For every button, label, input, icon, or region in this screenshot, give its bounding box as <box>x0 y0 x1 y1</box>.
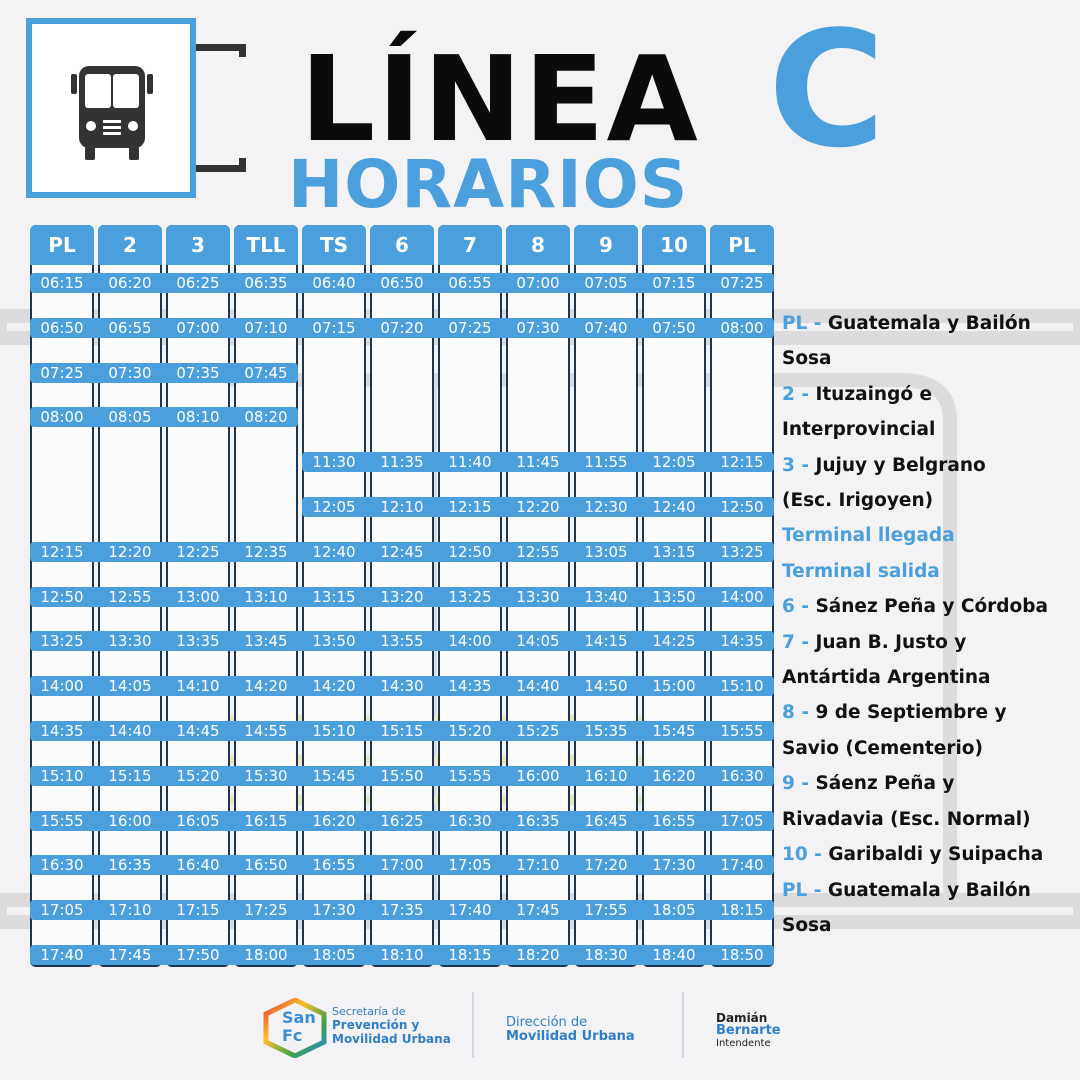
time-cell: 11:40 <box>448 453 492 472</box>
time-cell: 08:00 <box>40 408 84 427</box>
legend-text-continued: (Esc. Irigoyen) <box>782 490 934 512</box>
time-cell: 08:10 <box>176 408 220 427</box>
legend-text: Guatemala y Bailón <box>821 879 1031 901</box>
time-cell: 17:35 <box>380 901 424 920</box>
time-cell: 13:50 <box>312 632 356 651</box>
footer <box>0 990 1080 1080</box>
time-cell: 15:45 <box>652 722 696 740</box>
time-cell: 11:35 <box>380 453 424 472</box>
time-cell: 12:25 <box>176 542 220 561</box>
time-cell: 06:40 <box>312 274 356 292</box>
time-cell: 18:00 <box>244 946 288 964</box>
legend-text-continued: Rivadavia (Esc. Normal) <box>782 808 1031 830</box>
time-cell: 12:15 <box>40 542 84 561</box>
time-cell: 13:45 <box>244 632 288 651</box>
time-cell: 14:35 <box>40 722 84 740</box>
time-cell: 13:15 <box>652 542 696 561</box>
time-cell: 18:20 <box>516 946 560 964</box>
time-cell: 16:55 <box>312 856 356 875</box>
org1-line1: Secretaría de <box>332 1005 406 1018</box>
time-cell: 14:40 <box>516 677 560 696</box>
logo-text-san: San <box>282 1008 316 1027</box>
time-cell: 12:05 <box>652 453 696 472</box>
time-cell: 17:30 <box>312 901 356 920</box>
time-cell: 15:20 <box>176 766 220 785</box>
time-cell: 07:40 <box>584 318 628 337</box>
time-cell: 13:50 <box>652 587 696 606</box>
legend-code: 7 - <box>782 631 809 653</box>
time-cell: 16:35 <box>516 811 560 830</box>
time-cell: 06:35 <box>244 274 288 292</box>
time-cell: 14:35 <box>448 677 492 696</box>
time-cell: 07:35 <box>176 363 220 382</box>
time-cell: 16:45 <box>584 811 628 830</box>
time-cell: 16:20 <box>652 766 696 785</box>
time-cell: 14:00 <box>720 587 764 606</box>
time-cell: 16:00 <box>108 811 152 830</box>
time-cell: 15:55 <box>720 722 764 740</box>
time-cell: 14:55 <box>244 722 288 740</box>
time-cell: 14:00 <box>40 677 84 696</box>
time-cell: 07:15 <box>652 274 696 292</box>
legend-text: Ituzaingó e <box>809 383 933 405</box>
time-cell: 13:25 <box>720 542 764 561</box>
legend-text: Guatemala y Bailón <box>821 313 1031 334</box>
time-cell: 15:35 <box>584 722 628 740</box>
legend-item <box>782 873 1080 908</box>
time-cell: 07:50 <box>652 318 696 337</box>
legend-text: Sáenz Peña y <box>809 773 955 795</box>
person-first-name: Damián <box>716 1011 768 1025</box>
time-cell: 17:05 <box>448 856 492 875</box>
time-cell: 18:15 <box>720 901 764 920</box>
column-header: 8 <box>506 225 570 265</box>
time-cell: 16:50 <box>244 856 288 875</box>
time-cell: 12:40 <box>312 542 356 561</box>
time-cell: 13:35 <box>176 632 220 651</box>
sign-bracket-bottom-post <box>239 158 246 172</box>
time-cell: 17:05 <box>40 901 84 920</box>
time-cell: 12:15 <box>448 498 492 516</box>
column-header: TLL <box>234 225 298 265</box>
time-cell: 15:45 <box>312 766 356 785</box>
time-cell: 17:25 <box>244 901 288 920</box>
time-cell: 14:00 <box>448 632 492 651</box>
time-cell: 17:20 <box>584 856 628 875</box>
time-cell: 07:25 <box>448 318 492 337</box>
time-cell: 07:00 <box>516 274 560 292</box>
time-cell: 12:20 <box>108 542 152 561</box>
column-header: 9 <box>574 225 638 265</box>
time-cell: 16:35 <box>108 856 152 875</box>
legend-code: 2 - <box>782 383 809 405</box>
legend-text-continued: Sosa <box>782 348 832 370</box>
bus-sign <box>26 18 196 198</box>
time-cell: 12:15 <box>720 453 764 472</box>
legend-text-continued: Sosa <box>782 914 832 936</box>
person-last-name: Bernarte <box>716 1023 781 1038</box>
legend-item <box>782 589 1080 624</box>
time-cell: 16:05 <box>176 811 220 830</box>
time-cell: 14:10 <box>176 677 220 696</box>
time-cell: 17:40 <box>40 946 84 964</box>
footer-divider-2 <box>682 992 684 1058</box>
time-cell: 18:10 <box>380 946 424 964</box>
time-cell: 16:40 <box>176 856 220 875</box>
time-cell: 12:50 <box>448 542 492 561</box>
legend-item <box>782 554 1080 589</box>
page-title: LÍNEA <box>300 30 700 168</box>
column-header: 7 <box>438 225 502 265</box>
time-cell: 13:05 <box>584 542 628 561</box>
time-cell: 15:10 <box>720 677 764 696</box>
time-cell: 15:20 <box>448 722 492 740</box>
time-cell: 07:15 <box>312 318 356 337</box>
time-cell: 15:30 <box>244 766 288 785</box>
time-cell: 06:20 <box>108 274 152 292</box>
legend-text: Sánez Peña y Córdoba <box>809 596 1048 618</box>
time-cell: 13:55 <box>380 632 424 651</box>
time-cell: 15:10 <box>312 722 356 740</box>
legend-item <box>782 306 1080 341</box>
time-cell: 14:05 <box>108 677 152 696</box>
time-cell: 12:20 <box>516 498 560 516</box>
time-cell: 12:05 <box>312 498 356 516</box>
column-header: 2 <box>98 225 162 265</box>
time-cell: 15:50 <box>380 766 424 785</box>
time-cell: 18:30 <box>584 946 628 964</box>
legend-item <box>782 377 1080 412</box>
time-cell: 07:25 <box>720 274 764 292</box>
footer-divider-1 <box>472 992 474 1058</box>
time-cell: 12:40 <box>652 498 696 516</box>
time-cell: 17:05 <box>720 811 764 830</box>
person-role: Intendente <box>716 1038 771 1049</box>
time-cell: 07:25 <box>40 363 84 382</box>
time-cell: 06:25 <box>176 274 220 292</box>
time-cell: 17:10 <box>516 856 560 875</box>
time-cell: 12:35 <box>244 542 288 561</box>
time-cell: 12:45 <box>380 542 424 561</box>
time-cell: 08:20 <box>244 408 288 427</box>
sign-bracket-top-post <box>239 44 246 57</box>
time-cell: 16:30 <box>448 811 492 830</box>
legend-code: PL - <box>782 879 822 901</box>
time-cell: 16:15 <box>244 811 288 830</box>
column-header: PL <box>710 225 774 265</box>
time-cell: 11:45 <box>516 453 560 472</box>
time-cell: 07:45 <box>244 363 288 382</box>
org2-line2: Movilidad Urbana <box>506 1029 635 1044</box>
column-header: PL <box>30 225 94 265</box>
bus-icon <box>67 62 157 162</box>
org1-line2: Prevención y <box>332 1018 420 1032</box>
time-cell: 17:40 <box>720 856 764 875</box>
legend-item <box>782 766 1080 801</box>
time-cell: 14:20 <box>312 677 356 696</box>
legend-text: Jujuy y Belgrano <box>809 454 986 476</box>
time-cell: 06:15 <box>40 274 84 292</box>
time-cell: 18:15 <box>448 946 492 964</box>
time-cell: 12:50 <box>720 498 764 516</box>
time-cell: 13:30 <box>516 587 560 606</box>
time-cell: 16:10 <box>584 766 628 785</box>
legend-code: Terminal salida <box>782 560 940 582</box>
time-cell: 16:30 <box>720 766 764 785</box>
time-cell: 16:20 <box>312 811 356 830</box>
time-cell: 18:05 <box>652 901 696 920</box>
legend-text: Garibaldi y Suipacha <box>821 844 1044 866</box>
time-cell: 17:00 <box>380 856 424 875</box>
legend-item <box>782 695 1080 730</box>
legend-item <box>782 448 1080 483</box>
time-cell: 17:40 <box>448 901 492 920</box>
legend-code: PL - <box>782 313 822 334</box>
time-cell: 15:55 <box>40 811 84 830</box>
time-cell: 13:40 <box>584 587 628 606</box>
time-cell: 14:30 <box>380 677 424 696</box>
time-cell: 06:55 <box>448 274 492 292</box>
legend-code: 6 - <box>782 596 809 618</box>
time-cell: 07:00 <box>176 318 220 337</box>
time-cell: 13:15 <box>312 587 356 606</box>
legend-text-continued: Savio (Cementerio) <box>782 737 983 759</box>
column-header: 6 <box>370 225 434 265</box>
time-cell: 08:00 <box>720 318 764 337</box>
legend-code: 9 - <box>782 773 809 795</box>
time-cell: 12:10 <box>380 498 424 516</box>
time-cell: 16:00 <box>516 766 560 785</box>
time-cell: 06:50 <box>380 274 424 292</box>
time-cell: 15:10 <box>40 766 84 785</box>
time-cell: 17:45 <box>516 901 560 920</box>
time-cell: 17:50 <box>176 946 220 964</box>
time-cell: 15:25 <box>516 722 560 740</box>
time-cell: 15:15 <box>380 722 424 740</box>
time-cell: 14:15 <box>584 632 628 651</box>
time-cell: 14:35 <box>720 632 764 651</box>
legend-code: 3 - <box>782 454 809 476</box>
column-header: TS <box>302 225 366 265</box>
time-cell: 08:05 <box>108 408 152 427</box>
time-cell: 17:55 <box>584 901 628 920</box>
time-cell: 13:25 <box>40 632 84 651</box>
legend-code: Terminal llegada <box>782 525 955 547</box>
legend-code: 8 - <box>782 702 809 724</box>
time-cell: 18:50 <box>720 946 764 964</box>
time-cell: 11:55 <box>584 453 628 472</box>
time-cell: 15:15 <box>108 766 152 785</box>
legend-item <box>782 518 1080 553</box>
time-cell: 07:10 <box>244 318 288 337</box>
time-cell: 18:05 <box>312 946 356 964</box>
time-cell: 14:50 <box>584 677 628 696</box>
time-cell: 06:50 <box>40 318 84 337</box>
time-cell: 14:40 <box>108 722 152 740</box>
time-cell: 07:30 <box>108 363 152 382</box>
time-cell: 13:20 <box>380 587 424 606</box>
time-cell: 17:10 <box>108 901 152 920</box>
time-cell: 12:55 <box>108 587 152 606</box>
column-header: 10 <box>642 225 706 265</box>
legend-text-continued: Interprovincial <box>782 419 936 441</box>
time-cell: 13:25 <box>448 587 492 606</box>
time-cell: 11:30 <box>312 453 356 472</box>
time-cell: 14:05 <box>516 632 560 651</box>
time-cell: 18:40 <box>652 946 696 964</box>
org1-line3: Movilidad Urbana <box>332 1032 451 1046</box>
time-cell: 17:15 <box>176 901 220 920</box>
time-cell: 12:30 <box>584 498 628 516</box>
time-cell: 16:25 <box>380 811 424 830</box>
time-cell: 12:55 <box>516 542 560 561</box>
stop-legend <box>782 306 1080 943</box>
time-cell: 13:00 <box>176 587 220 606</box>
legend-text: 9 de Septiembre y <box>809 702 1007 724</box>
time-cell: 17:30 <box>652 856 696 875</box>
time-cell: 17:45 <box>108 946 152 964</box>
time-cell: 06:55 <box>108 318 152 337</box>
line-letter: C <box>768 0 886 183</box>
legend-item <box>782 625 1080 660</box>
legend-code: 10 - <box>782 844 822 866</box>
page-subtitle: HORARIOS <box>288 146 689 223</box>
time-cell: 16:30 <box>40 856 84 875</box>
time-cell: 07:20 <box>380 318 424 337</box>
time-cell: 14:20 <box>244 677 288 696</box>
time-cell: 07:05 <box>584 274 628 292</box>
time-cell: 15:55 <box>448 766 492 785</box>
legend-text-continued: Antártida Argentina <box>782 667 991 689</box>
time-cell: 14:45 <box>176 722 220 740</box>
time-cell: 13:30 <box>108 632 152 651</box>
legend-text: Juan B. Justo y <box>809 631 967 653</box>
time-cell: 07:30 <box>516 318 560 337</box>
time-cell: 16:55 <box>652 811 696 830</box>
time-cell: 15:00 <box>652 677 696 696</box>
legend-item <box>782 837 1080 872</box>
org2-line1: Dirección de <box>506 1015 588 1030</box>
logo-text-fc: Fc <box>282 1026 303 1045</box>
time-cell: 13:10 <box>244 587 288 606</box>
time-cell: 12:50 <box>40 587 84 606</box>
column-header: 3 <box>166 225 230 265</box>
time-cell: 14:25 <box>652 632 696 651</box>
